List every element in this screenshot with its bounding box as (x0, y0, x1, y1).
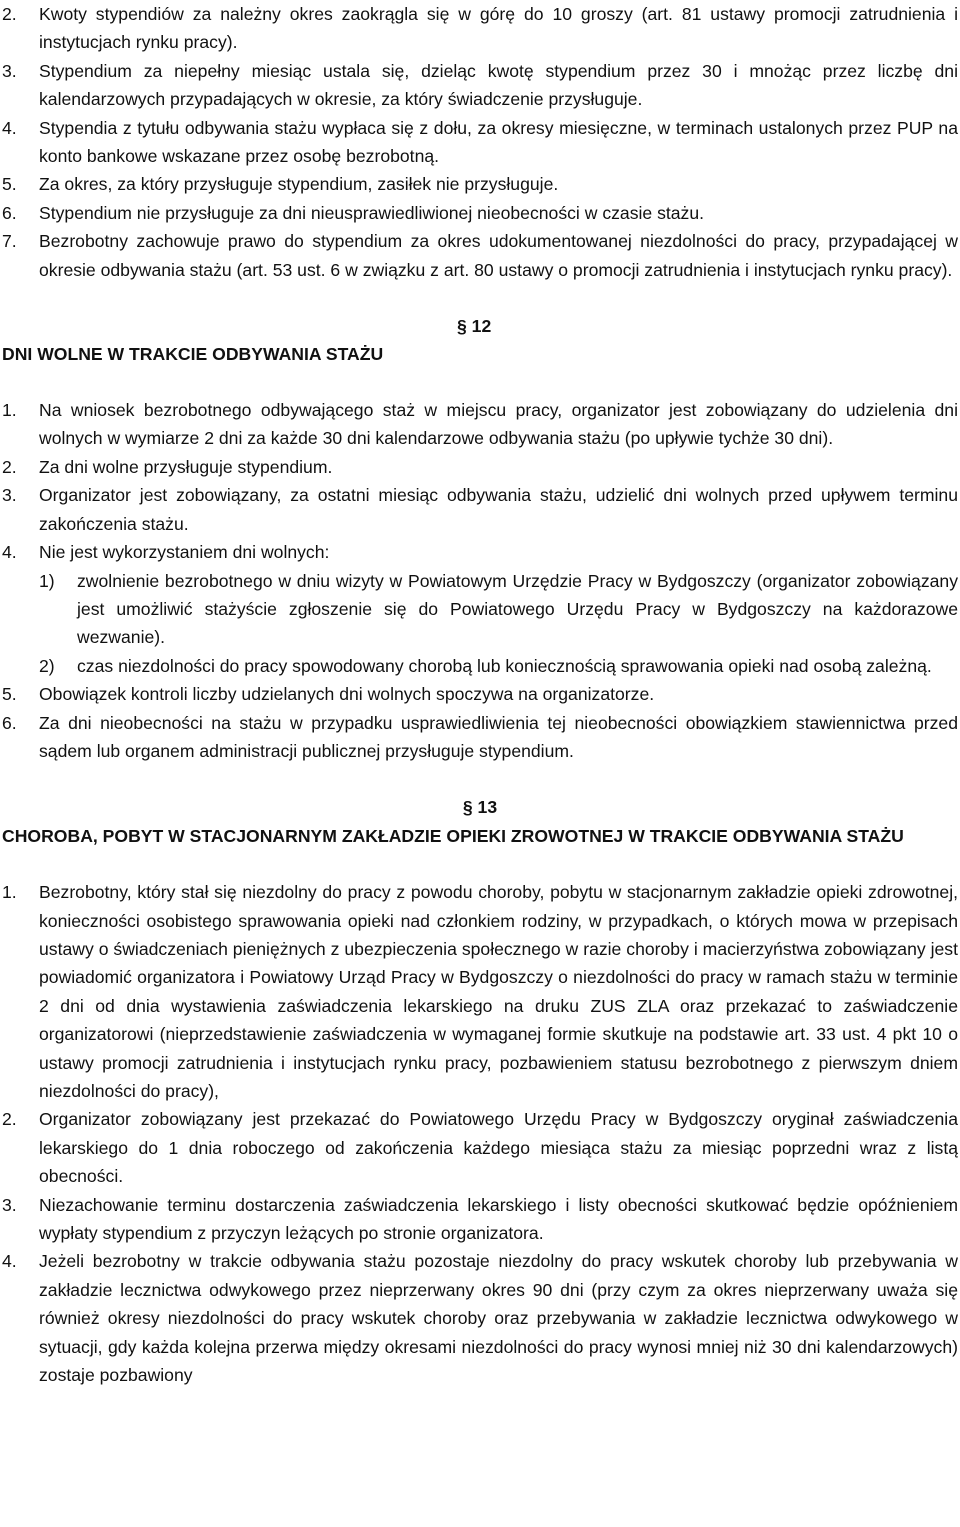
list-item: 2. Organizator zobowiązany jest przekazać do Powiatowego Urzędu Pracy w Bydgoszczy oryginał zaświadczenia lekarskiego do 1 dnia roboczego od zakończenia każdego miesiąca stażu za miesiąc poprzedni wraz z listą obecności. (2, 1109, 958, 1187)
section-12-title: DNI WOLNE W TRAKCIE ODBYWANIA STAŻU (2, 344, 384, 365)
spacer (2, 284, 958, 312)
list-item: 1. Bezrobotny, który stał się niezdolny do pracy z powodu choroby, pobytu w stacjonarnym zakładzie opieki zdrowotnej, konieczności osobistego sprawowania opieki nad członkiem rodziny, w przypadkach, o których mowa w przepisach ustawy o świadczeniach pieniężnych z ubezpieczenia społecznego w razie choroby i macierzyństwa zobowiązany jest powiadomić organizatora i Powiatowy Urząd Pracy w Bydgoszczy o niezdolności do pracy w ramach stażu w terminie 2 dni od dnia wystawienia zaświadczenia lekarskiego na druku ZUS ZLA oraz przekazać to zaświadczenie organizatorowi (nieprzedstawienie zaświadczenia w wymaganej formie skutkuje na podstawie art. 33 ust. 4 pkt 10 o ustawy promocji zatrudnienia i instytucjach rynku pracy, pozbawieniem statusu bezrobotnego z pierwszym dniem niezdolności do pracy), (2, 882, 958, 1101)
list-item: 4. Jeżeli bezrobotny w trakcie odbywania stażu pozostaje niezdolny do pracy wskutek choroby lub przebywania w zakładzie lecznictwa odwykowego przez nieprzerwany okres 90 dni (przy czym za okres nieprzerwany uważa się również okresy niezdolności do pracy wskutek choroby oraz przebywania w zakładzie lecznictwa odwykowego w sytuacji, gdy każda kolejna przerwa między okresami niezdolności do pracy wynosi mniej niż 30 dni kalendarzowych) zostaje pozbawiony (2, 1251, 958, 1386)
list-item: 3. Stypendium za niepełny miesiąc ustala się, dzieląc kwotę stypendium przez 30 i mnożąc przez liczbę dni kalendarzowych przypadających w okresie, za który świadczenie przysługuje. (2, 60, 958, 110)
list-item: 3. Organizator jest zobowiązany, za ostatni miesiąc odbywania stażu, udzielić dni wolnych przed upływem terminu zakończenia stażu. (2, 485, 958, 534)
list-item: 2. Za dni wolne przysługuje stypendium. (2, 456, 333, 477)
section-13-title: CHOROBA, POBYT W STACJONARNYM ZAKŁADZIE OPIEKI ZROWOTNEJ W TRAKCIE ODBYWANIA STAŻU (2, 825, 904, 846)
section-12-paragraph: § 12 (457, 316, 492, 337)
spacer (2, 850, 958, 878)
list-item: 2. Kwoty stypendiów za należny okres zaokrągla się w górę do 10 groszy (art. 81 ustawy promocji zatrudnienia i instytucjach rynku pracy). (2, 4, 958, 53)
top-list (2, 0, 958, 284)
list-item: 1. Na wniosek bezrobotnego odbywającego staż w miejscu pracy, organizator jest zobowiązany do udzielenia dni wolnych w wymiarze 2 dni za każde 30 dni kalendarzowe odbywania stażu (po upływie tychże 30 dni). (2, 400, 958, 449)
list-item: 7. Bezrobotny zachowuje prawo do stypendium za okres udokumentowanej niezdolności do pracy, przypadającej w okresie odbywania stażu (art. 53 ust. 6 w związku z art. 80 ustawy o promocji zatrudnienia i instytucjach rynku pracy). (2, 231, 958, 280)
sub-list-item: 1) zwolnienie bezrobotnego w dniu wizyty w Powiatowym Urzędzie Pracy w Bydgoszczy (organizator zobowiązany jest umożliwić stażyście zgłoszenie się do Powiatowego Urzędu Pracy w Bydgoszczy na każdorazowe wezwanie). (39, 570, 958, 648)
section-13-list (2, 878, 958, 1389)
list-item: 3. Niezachowanie terminu dostarczenia zaświadczenia lekarskiego i listy obecności skutkować będzie opóźnieniem wypłaty stypendium z przyczyn leżących po stronie organizatora. (2, 1194, 958, 1244)
list-item: 5. Za okres, za który przysługuje stypendium, zasiłek nie przysługuje. (2, 174, 559, 195)
section-13-paragraph: § 13 (462, 797, 498, 818)
spacer (2, 368, 958, 396)
list-item: 5. Obowiązek kontroli liczby udzielanych dni wolnych spoczywa na organizatorze. (2, 684, 655, 705)
list-item: 4. Stypendia z tytułu odbywania stażu wypłaca się z dołu, za okresy miesięczne, w terminach ustalonych przez PUP na konto bankowe wskazane przez osobę bezrobotną. (2, 117, 958, 167)
list-item: 6. Stypendium nie przysługuje za dni nieusprawiedliwionej nieobecności w czasie stażu. (2, 202, 705, 223)
section-12-list (2, 396, 958, 765)
spacer (2, 765, 958, 793)
sub-list-item: 2) czas niezdolności do pracy spowodowany chorobą lub koniecznością sprawowania opieki nad osobą zależną. (39, 655, 932, 676)
list-item: 4. Nie jest wykorzystaniem dni wolnych: (2, 542, 330, 563)
section-12-header (2, 312, 958, 368)
list-item: 6. Za dni nieobecności na stażu w przypadku usprawiedliwienia tej nieobecności obowiązkiem stawiennictwa przed sądem lub organem administracji publicznej przysługuje stypendium. (2, 712, 958, 761)
